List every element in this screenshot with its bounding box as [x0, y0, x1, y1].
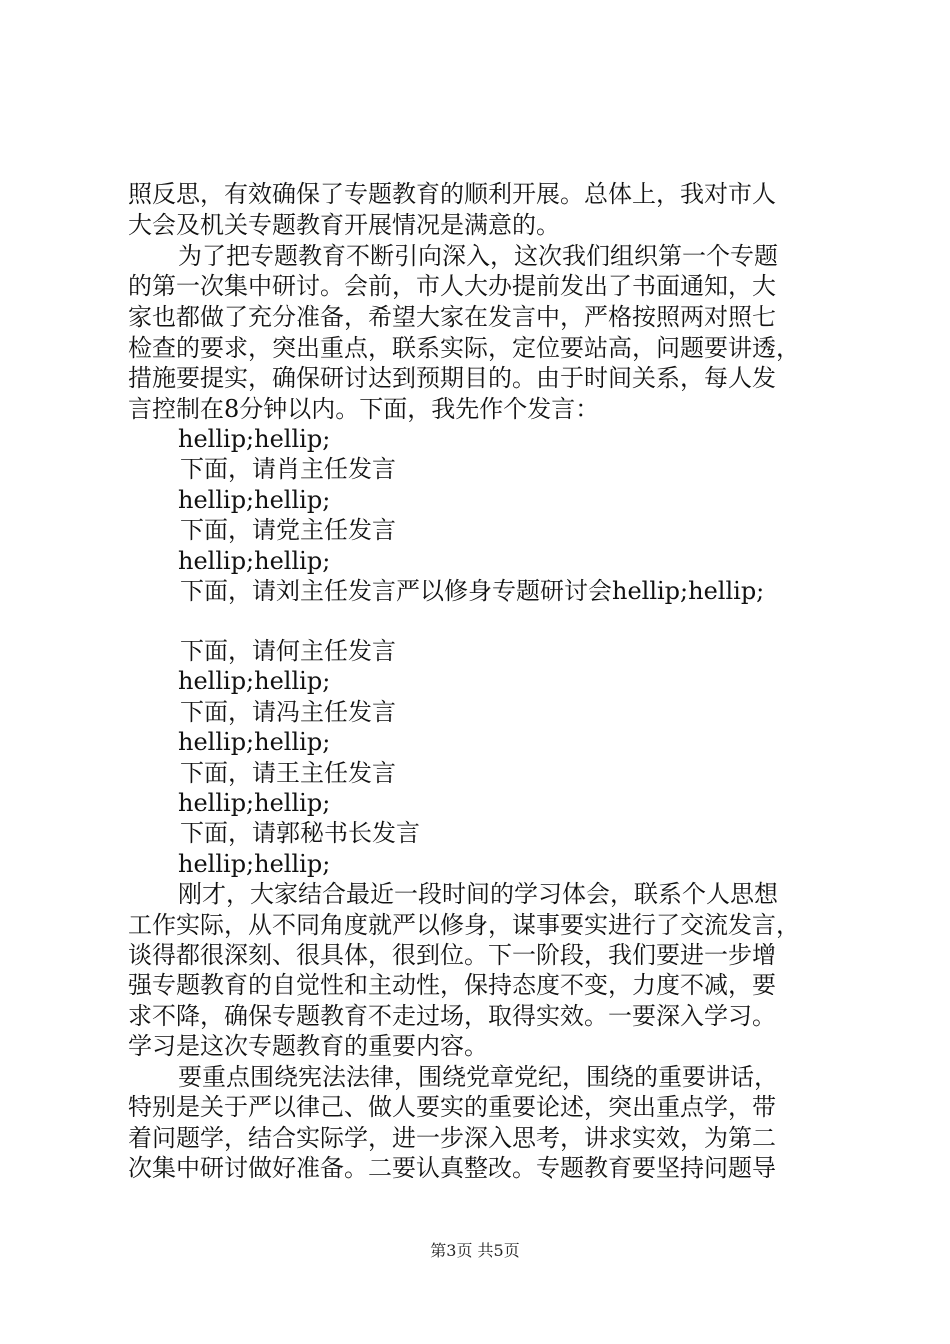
text-line: hellip;hellip; — [178, 486, 331, 514]
text-line: hellip;hellip; — [178, 547, 331, 575]
text-line: 着问题学，结合实际学，进一步深入思考，讲求实效，为第二 — [128, 1124, 776, 1152]
text-line: hellip;hellip; — [178, 789, 331, 817]
page-number-footer: 第3页 共5页 — [430, 1241, 520, 1260]
text-line: 下面，请党主任发言 — [180, 516, 396, 544]
text-line: 次集中研讨做好准备。二要认真整改。专题教育要坚持问题导 — [128, 1154, 776, 1182]
text-line: 家也都做了充分准备，希望大家在发言中，严格按照两对照七 — [128, 303, 776, 331]
text-line: 照反思，有效确保了专题教育的顺利开展。总体上，我对市人 — [128, 180, 776, 208]
text-line: 的第一次集中研讨。会前，市人大办提前发出了书面通知，大 — [128, 272, 776, 300]
text-line: 谈得都很深刻、很具体，很到位。下一阶段，我们要进一步增 — [128, 941, 776, 969]
text-line: hellip;hellip; — [178, 728, 331, 756]
text-line: 下面，请何主任发言 — [180, 637, 396, 665]
text-line: 为了把专题教育不断引向深入，这次我们组织第一个专题 — [178, 242, 778, 270]
text-line: 下面，请王主任发言 — [180, 759, 396, 787]
text-line: 检查的要求，突出重点，联系实际，定位要站高，问题要讲透， — [128, 334, 800, 362]
text-line: 下面，请刘主任发言严以修身专题研讨会hellip;hellip; — [180, 577, 765, 605]
text-line: 学习是这次专题教育的重要内容。 — [128, 1032, 488, 1060]
text-line: hellip;hellip; — [178, 850, 331, 878]
text-line: hellip;hellip; — [178, 425, 331, 453]
text-line: 下面，请肖主任发言 — [180, 455, 396, 483]
text-line: 工作实际，从不同角度就严以修身，谋事要实进行了交流发言， — [128, 911, 800, 939]
text-line: 下面，请郭秘书长发言 — [180, 819, 420, 847]
text-line: 特别是关于严以律己、做人要实的重要论述，突出重点学，带 — [128, 1093, 776, 1121]
text-line: 强专题教育的自觉性和主动性，保持态度不变，力度不减，要 — [128, 971, 776, 999]
text-line: 言控制在8分钟以内。下面，我先作个发言： — [128, 395, 600, 423]
text-line: 大会及机关专题教育开展情况是满意的。 — [128, 211, 560, 239]
text-line: hellip;hellip; — [178, 667, 331, 695]
text-line: 下面，请冯主任发言 — [180, 698, 396, 726]
text-line: 措施要提实，确保研讨达到预期目的。由于时间关系，每人发 — [128, 364, 776, 392]
text-line: 刚才，大家结合最近一段时间的学习体会，联系个人思想 — [178, 880, 778, 908]
text-line: 求不降，确保专题教育不走过场，取得实效。一要深入学习。 — [128, 1002, 776, 1030]
text-line: 要重点围绕宪法法律，围绕党章党纪，围绕的重要讲话， — [178, 1063, 778, 1091]
